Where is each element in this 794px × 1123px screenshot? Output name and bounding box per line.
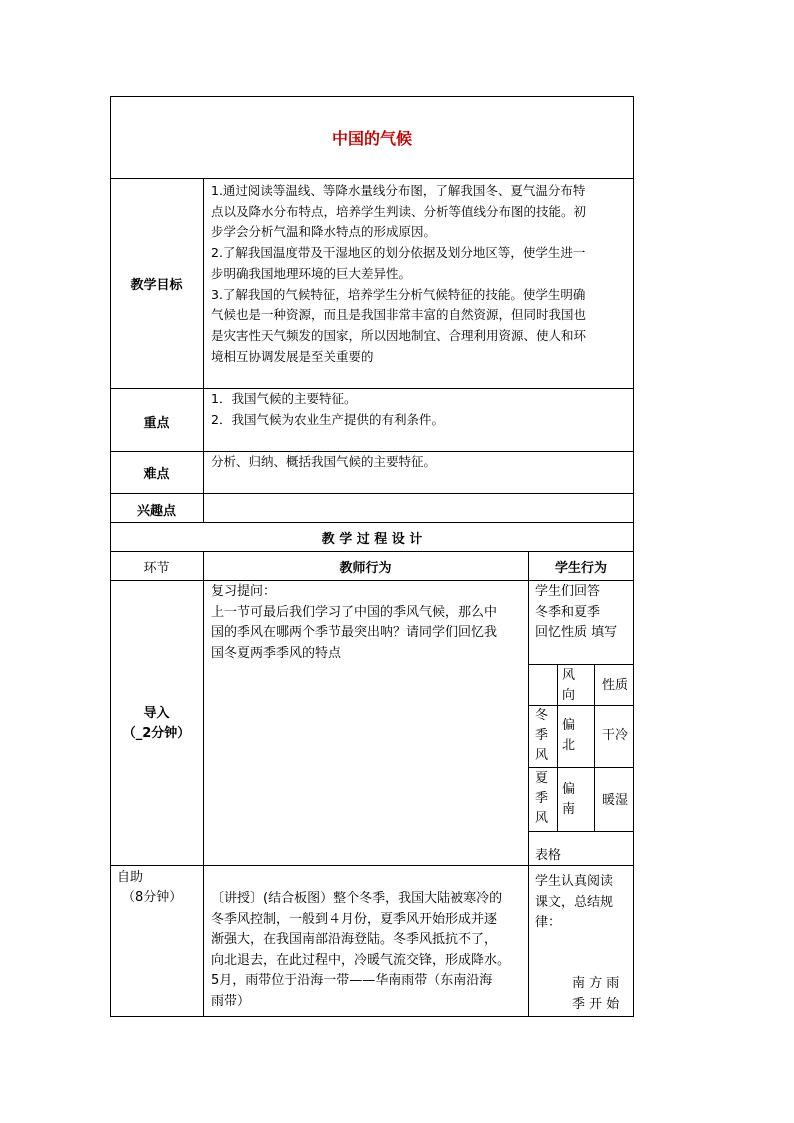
intro-student-text bbox=[535, 582, 617, 644]
stage-column-header: 环节 bbox=[143, 561, 170, 576]
table-cell-char: 向 bbox=[562, 688, 576, 703]
table-cell-char: 北 bbox=[562, 738, 576, 753]
student-line: 学生们回答 bbox=[535, 584, 601, 599]
teacher-line: 国的季风在哪两个季节最突出呐？请同学们回忆我 bbox=[211, 625, 498, 640]
self-help-student-text bbox=[535, 872, 613, 934]
objective-line: 1.通过阅读等温线、等降水量线分布图，了解我国冬、夏气温分布特 bbox=[211, 183, 586, 198]
student-line: 课文，总结规 bbox=[535, 894, 614, 910]
process-heading: 教 学 过 程 设 计 bbox=[321, 532, 423, 547]
monsoon-nature-header: 性质 bbox=[602, 678, 629, 693]
interest-label: 兴趣点 bbox=[136, 504, 176, 519]
teacher-line: 5月，雨带位于沿海一带——华南雨带（东南沿海 bbox=[211, 973, 493, 988]
self-help-stage-name: 自助 bbox=[117, 870, 144, 885]
table-cell-char: 偏 bbox=[562, 718, 576, 733]
winter-monsoon-nature: 干冷 bbox=[602, 728, 629, 743]
student-column-header: 学生行为 bbox=[554, 561, 607, 576]
table-cell-char: 风 bbox=[535, 811, 549, 826]
key-point-line: 2．我国气候为农业生产提供的有利条件。 bbox=[211, 411, 444, 427]
table-cell-char: 风 bbox=[562, 668, 576, 683]
key-points-label: 重点 bbox=[143, 416, 170, 431]
teacher-line: 雨带） bbox=[211, 993, 251, 1009]
winter-monsoon-name bbox=[535, 706, 548, 766]
teacher-line: 渐强大，在我国南部沿海登陆。冬季风抵抗不了， bbox=[211, 932, 498, 947]
table-cell-char: 冬 bbox=[535, 708, 549, 723]
table-cell-char: 季 bbox=[535, 791, 549, 806]
summer-monsoon-direction bbox=[562, 780, 575, 820]
objective-line: 步学会分析气温和降水特点的形成原因。 bbox=[211, 224, 437, 240]
key-point-line: 1．我国气候的主要特征。 bbox=[211, 391, 357, 406]
table-caption: 表格 bbox=[535, 848, 562, 863]
table-cell-char: 偏 bbox=[562, 782, 576, 797]
objective-line: 是灾害性天气频发的国家，所以因地制宜、合理利用资源、使人和环 bbox=[211, 327, 587, 343]
intro-stage bbox=[110, 704, 203, 744]
self-help-stage-duration: （8分钟） bbox=[122, 890, 183, 905]
lesson-plan-table bbox=[110, 96, 634, 1017]
summer-monsoon-name bbox=[535, 769, 548, 829]
summer-monsoon-nature: 暖湿 bbox=[602, 793, 629, 808]
student-line: 学生认真阅读 bbox=[535, 874, 614, 889]
student-line: 季 开 始 bbox=[572, 996, 620, 1012]
teacher-line: 〔讲授〕(结合板图）整个冬季，我国大陆被寒冷的 bbox=[211, 891, 503, 906]
table-cell-char: 南 bbox=[562, 802, 576, 817]
teacher-column-header: 教师行为 bbox=[339, 561, 392, 576]
student-line: 回忆性质 填写 bbox=[535, 625, 618, 640]
objective-line: 气候也是一种资源，而且是我国非常丰富的自然资源，但同时我国也 bbox=[211, 307, 587, 323]
objective-line: 点以及降水分布特点，培养学生判读、分析等值线分布图的技能。初 bbox=[211, 203, 587, 219]
border bbox=[110, 96, 634, 97]
intro-stage-name: 导入 bbox=[143, 706, 170, 721]
objectives-label: 教学目标 bbox=[130, 278, 183, 293]
self-help-student-tail bbox=[572, 974, 619, 1015]
teacher-line: 国冬夏两季季风的特点 bbox=[211, 645, 342, 661]
page-title: 中国的气候 bbox=[331, 129, 412, 148]
student-line: 南 方 雨 bbox=[572, 976, 620, 991]
teacher-line: 复习提问： bbox=[211, 584, 277, 599]
teacher-line: 向北退去，在此过程中，冷暖气流交锋，形成降水。 bbox=[211, 952, 511, 968]
key-points-text bbox=[211, 389, 444, 430]
intro-stage-duration: （_2分钟） bbox=[122, 726, 191, 741]
self-help-teacher-text bbox=[211, 889, 510, 1012]
border bbox=[110, 1016, 634, 1017]
difficulty-label: 难点 bbox=[143, 467, 170, 482]
monsoon-direction-header bbox=[562, 666, 575, 706]
teacher-line: 上一节可最后我们学习了中国的季风气候，那么中 bbox=[211, 604, 498, 620]
table-cell-char: 季 bbox=[535, 728, 549, 743]
table-cell-char: 夏 bbox=[535, 771, 549, 786]
objective-line: 3.了解我国的气候特征，培养学生分析气候特征的技能。使学生明确 bbox=[211, 286, 586, 302]
table-cell-char: 风 bbox=[535, 748, 549, 763]
objective-line: 境相互协调发展是至关重要的 bbox=[211, 348, 374, 364]
student-line: 律： bbox=[535, 915, 562, 930]
winter-monsoon-direction bbox=[562, 716, 575, 756]
objective-line: 2.了解我国温度带及干湿地区的划分依据及划分地区等，使学生进一 bbox=[211, 245, 586, 261]
objectives-text bbox=[211, 181, 586, 367]
intro-teacher-text bbox=[211, 582, 497, 664]
teacher-line: 冬季风控制，一般到４月份，夏季风开始形成并逐 bbox=[211, 911, 498, 927]
difficulty-text: 分析、归纳、概括我国气候的主要特征。 bbox=[211, 454, 437, 469]
objective-line: 步明确我国地理环境的巨大差异性。 bbox=[211, 265, 412, 281]
student-line: 冬季和夏季 bbox=[535, 604, 601, 620]
